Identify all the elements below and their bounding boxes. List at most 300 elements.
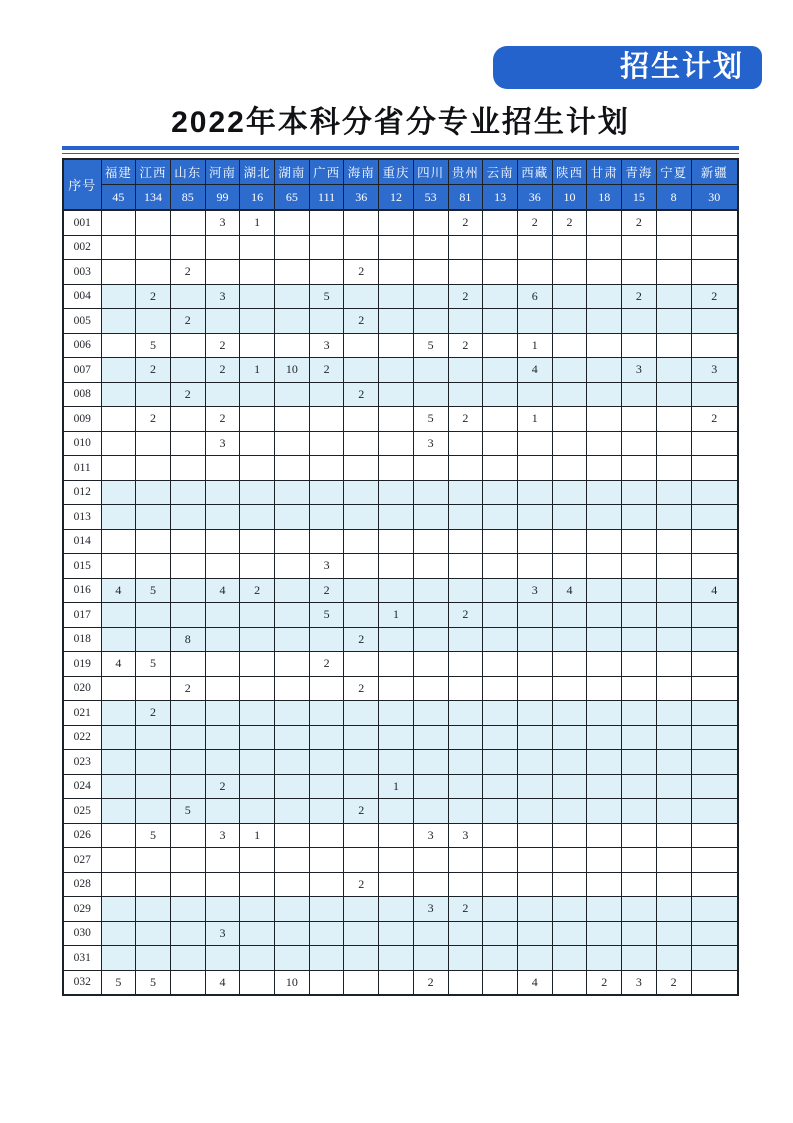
plan-value-cell: [587, 897, 622, 922]
plan-value-cell: [240, 333, 275, 358]
plan-value-cell: [691, 505, 738, 530]
plan-value-cell: [622, 456, 657, 481]
plan-value-cell: [170, 872, 205, 897]
plan-value-cell: [101, 309, 136, 334]
plan-value-cell: [448, 235, 483, 260]
plan-value-cell: [101, 431, 136, 456]
plan-value-cell: [622, 676, 657, 701]
plan-value-cell: [656, 872, 691, 897]
plan-value-cell: [622, 750, 657, 775]
row-id-cell: 016: [63, 578, 101, 603]
plan-value-cell: [309, 529, 344, 554]
page-title: 2022年本科分省分专业招生计划: [171, 106, 630, 139]
plan-value-cell: [205, 701, 240, 726]
plan-value-cell: [587, 529, 622, 554]
plan-value-cell: 3: [205, 431, 240, 456]
plan-value-cell: [170, 921, 205, 946]
plan-value-cell: [309, 431, 344, 456]
plan-value-cell: [552, 946, 587, 971]
plan-value-cell: [136, 480, 171, 505]
plan-value-cell: [205, 725, 240, 750]
plan-value-cell: [309, 921, 344, 946]
province-total: 111: [309, 185, 344, 211]
plan-value-cell: [309, 407, 344, 432]
plan-value-cell: [448, 456, 483, 481]
plan-value-cell: [275, 456, 310, 481]
province-total: 81: [448, 185, 483, 211]
table-row: [63, 823, 738, 848]
plan-value-cell: 2: [205, 333, 240, 358]
plan-value-cell: [413, 921, 448, 946]
row-id-cell: 029: [63, 897, 101, 922]
plan-value-cell: [517, 260, 552, 285]
plan-value-cell: 2: [309, 652, 344, 677]
plan-value-cell: [240, 456, 275, 481]
plan-value-cell: [101, 946, 136, 971]
plan-value-cell: [379, 676, 414, 701]
plan-value-cell: [309, 480, 344, 505]
plan-value-cell: [656, 848, 691, 873]
plan-value-cell: [483, 480, 518, 505]
plan-value-cell: [170, 505, 205, 530]
plan-value-cell: [622, 725, 657, 750]
plan-value-cell: [136, 799, 171, 824]
plan-value-cell: [344, 603, 379, 628]
plan-value-cell: [656, 676, 691, 701]
plan-value-cell: [691, 210, 738, 235]
plan-value-cell: 5: [413, 407, 448, 432]
plan-value-cell: [552, 382, 587, 407]
plan-value-cell: 2: [344, 676, 379, 701]
plan-value-cell: [448, 652, 483, 677]
plan-value-cell: [136, 260, 171, 285]
plan-value-cell: [483, 235, 518, 260]
plan-value-cell: [622, 823, 657, 848]
plan-value-cell: [275, 554, 310, 579]
plan-value-cell: [379, 750, 414, 775]
plan-value-cell: [413, 578, 448, 603]
province-total: 134: [136, 185, 171, 211]
plan-value-cell: 2: [170, 676, 205, 701]
plan-value-cell: [622, 235, 657, 260]
plan-value-cell: 3: [309, 554, 344, 579]
plan-value-cell: [587, 921, 622, 946]
plan-value-cell: [448, 260, 483, 285]
plan-value-cell: [656, 456, 691, 481]
plan-value-cell: [170, 333, 205, 358]
plan-value-cell: [448, 627, 483, 652]
plan-value-cell: [101, 774, 136, 799]
plan-value-cell: [275, 407, 310, 432]
plan-value-cell: [379, 407, 414, 432]
plan-value-cell: [622, 652, 657, 677]
plan-value-cell: [587, 235, 622, 260]
plan-value-cell: 10: [275, 970, 310, 995]
plan-value-cell: [240, 921, 275, 946]
plan-value-cell: [136, 774, 171, 799]
plan-value-cell: [552, 358, 587, 383]
province-total: 30: [691, 185, 738, 211]
plan-value-cell: 4: [552, 578, 587, 603]
plan-value-cell: 1: [379, 774, 414, 799]
plan-value-cell: [344, 456, 379, 481]
plan-value-cell: 2: [622, 284, 657, 309]
plan-value-cell: [691, 554, 738, 579]
table-row: [63, 897, 738, 922]
plan-value-cell: [344, 407, 379, 432]
plan-value-cell: [275, 946, 310, 971]
plan-value-cell: [483, 750, 518, 775]
plan-value-cell: [101, 382, 136, 407]
plan-value-cell: [483, 970, 518, 995]
plan-value-cell: [448, 725, 483, 750]
plan-value-cell: [379, 333, 414, 358]
table-row: [63, 284, 738, 309]
plan-value-cell: [552, 848, 587, 873]
plan-value-cell: [379, 480, 414, 505]
plan-value-cell: 2: [344, 309, 379, 334]
plan-value-cell: [101, 725, 136, 750]
plan-value-cell: [622, 774, 657, 799]
plan-value-cell: [483, 529, 518, 554]
plan-value-cell: [379, 921, 414, 946]
table-row: [63, 358, 738, 383]
table-row: [63, 210, 738, 235]
plan-value-cell: [275, 701, 310, 726]
plan-value-cell: [275, 260, 310, 285]
plan-value-cell: [170, 750, 205, 775]
plan-value-cell: 5: [309, 603, 344, 628]
plan-value-cell: [205, 529, 240, 554]
plan-value-cell: [205, 627, 240, 652]
plan-value-cell: [275, 431, 310, 456]
plan-value-cell: [309, 456, 344, 481]
plan-value-cell: [240, 382, 275, 407]
plan-value-cell: [379, 210, 414, 235]
plan-value-cell: [136, 603, 171, 628]
plan-value-cell: [136, 676, 171, 701]
plan-value-cell: [275, 333, 310, 358]
plan-value-cell: 1: [517, 333, 552, 358]
table-row: [63, 309, 738, 334]
plan-value-cell: [240, 309, 275, 334]
plan-value-cell: 3: [205, 210, 240, 235]
plan-value-cell: [587, 407, 622, 432]
plan-value-cell: [275, 897, 310, 922]
plan-value-cell: [275, 848, 310, 873]
plan-value-cell: [101, 627, 136, 652]
plan-value-cell: [136, 946, 171, 971]
table-row: [63, 505, 738, 530]
plan-value-cell: [379, 260, 414, 285]
plan-value-cell: [448, 505, 483, 530]
plan-value-cell: [656, 946, 691, 971]
row-id-cell: 012: [63, 480, 101, 505]
plan-value-cell: [170, 407, 205, 432]
plan-value-cell: [517, 701, 552, 726]
plan-value-cell: [379, 848, 414, 873]
table-row: [63, 554, 738, 579]
plan-value-cell: [170, 774, 205, 799]
plan-value-cell: [275, 750, 310, 775]
row-id-cell: 027: [63, 848, 101, 873]
plan-value-cell: [587, 431, 622, 456]
plan-value-cell: [240, 603, 275, 628]
plan-value-cell: [344, 897, 379, 922]
plan-value-cell: [240, 284, 275, 309]
plan-value-cell: [691, 774, 738, 799]
table-row: [63, 970, 738, 995]
plan-value-cell: [413, 627, 448, 652]
province-total: 10: [552, 185, 587, 211]
plan-value-cell: [517, 652, 552, 677]
plan-value-cell: [656, 235, 691, 260]
plan-value-cell: [517, 946, 552, 971]
plan-value-cell: [622, 529, 657, 554]
plan-value-cell: [240, 750, 275, 775]
table-row: [63, 799, 738, 824]
plan-value-cell: [656, 505, 691, 530]
plan-value-cell: [309, 309, 344, 334]
table-row: [63, 652, 738, 677]
table-row: [63, 578, 738, 603]
plan-value-cell: [691, 456, 738, 481]
plan-value-cell: [552, 701, 587, 726]
plan-value-cell: 2: [344, 627, 379, 652]
plan-value-cell: [344, 701, 379, 726]
row-id-cell: 004: [63, 284, 101, 309]
plan-value-cell: [170, 431, 205, 456]
plan-value-cell: [587, 578, 622, 603]
plan-value-cell: [170, 529, 205, 554]
plan-value-cell: [691, 701, 738, 726]
plan-value-cell: [205, 946, 240, 971]
plan-value-cell: 3: [413, 431, 448, 456]
plan-value-cell: 2: [136, 701, 171, 726]
plan-value-cell: 5: [101, 970, 136, 995]
plan-value-cell: 2: [170, 382, 205, 407]
plan-value-cell: 2: [205, 358, 240, 383]
province-total: 36: [517, 185, 552, 211]
plan-value-cell: [379, 431, 414, 456]
plan-value-cell: [587, 210, 622, 235]
plan-value-cell: 5: [136, 970, 171, 995]
plan-value-cell: [587, 284, 622, 309]
plan-value-cell: [691, 848, 738, 873]
plan-value-cell: [101, 897, 136, 922]
plan-value-cell: [483, 946, 518, 971]
plan-value-cell: 2: [309, 578, 344, 603]
plan-value-cell: [448, 480, 483, 505]
plan-value-cell: [101, 529, 136, 554]
plan-value-cell: 6: [517, 284, 552, 309]
table-header: [63, 159, 738, 210]
plan-value-cell: [587, 480, 622, 505]
plan-value-cell: 3: [622, 970, 657, 995]
plan-value-cell: [483, 652, 518, 677]
plan-value-cell: [622, 431, 657, 456]
plan-value-cell: 4: [101, 578, 136, 603]
plan-value-cell: [691, 970, 738, 995]
plan-value-cell: [552, 431, 587, 456]
plan-value-cell: [170, 554, 205, 579]
table-row: [63, 529, 738, 554]
plan-value-cell: [483, 456, 518, 481]
plan-value-cell: [517, 529, 552, 554]
plan-value-cell: [413, 603, 448, 628]
plan-value-cell: [656, 725, 691, 750]
plan-value-cell: [587, 309, 622, 334]
plan-value-cell: [448, 750, 483, 775]
province-header: 河南: [205, 159, 240, 185]
plan-value-cell: [413, 554, 448, 579]
plan-value-cell: [691, 627, 738, 652]
plan-value-cell: 4: [205, 970, 240, 995]
plan-value-cell: [413, 505, 448, 530]
plan-value-cell: 2: [656, 970, 691, 995]
plan-value-cell: [483, 872, 518, 897]
plan-value-cell: [309, 382, 344, 407]
plan-value-cell: [656, 701, 691, 726]
plan-value-cell: [622, 946, 657, 971]
plan-value-cell: 2: [205, 407, 240, 432]
plan-value-cell: [656, 554, 691, 579]
table-row: [63, 848, 738, 873]
plan-value-cell: [552, 235, 587, 260]
plan-value-cell: [691, 897, 738, 922]
table-row: [63, 921, 738, 946]
plan-value-cell: [275, 505, 310, 530]
province-total: 53: [413, 185, 448, 211]
row-id-cell: 001: [63, 210, 101, 235]
plan-value-cell: [101, 260, 136, 285]
plan-value-cell: [691, 309, 738, 334]
plan-value-cell: [656, 431, 691, 456]
plan-value-cell: 3: [205, 823, 240, 848]
province-total: 18: [587, 185, 622, 211]
plan-value-cell: [309, 235, 344, 260]
plan-value-cell: [240, 431, 275, 456]
plan-value-cell: [552, 872, 587, 897]
plan-value-cell: [448, 431, 483, 456]
plan-value-cell: [587, 333, 622, 358]
corner-badge: [493, 46, 762, 89]
plan-value-cell: [240, 946, 275, 971]
plan-value-cell: [101, 701, 136, 726]
plan-value-cell: [136, 210, 171, 235]
plan-value-cell: [448, 529, 483, 554]
plan-value-cell: [344, 921, 379, 946]
province-header: 西藏: [517, 159, 552, 185]
plan-value-cell: [379, 309, 414, 334]
plan-value-cell: [691, 480, 738, 505]
plan-value-cell: [656, 284, 691, 309]
plan-value-cell: [483, 774, 518, 799]
plan-value-cell: [656, 627, 691, 652]
plan-value-cell: [691, 603, 738, 628]
plan-value-cell: [136, 848, 171, 873]
plan-value-cell: [101, 676, 136, 701]
plan-value-cell: [170, 970, 205, 995]
row-id-cell: 023: [63, 750, 101, 775]
plan-value-cell: [379, 652, 414, 677]
plan-value-cell: [552, 823, 587, 848]
plan-value-cell: [275, 823, 310, 848]
plan-value-cell: [552, 970, 587, 995]
plan-value-cell: [448, 578, 483, 603]
plan-value-cell: [448, 382, 483, 407]
plan-value-cell: [448, 358, 483, 383]
province-header: 云南: [483, 159, 518, 185]
plan-value-cell: [205, 505, 240, 530]
row-id-cell: 020: [63, 676, 101, 701]
table-row: [63, 774, 738, 799]
plan-value-cell: [413, 872, 448, 897]
plan-value-cell: [379, 799, 414, 824]
plan-value-cell: [483, 921, 518, 946]
plan-value-cell: [136, 872, 171, 897]
plan-value-cell: [517, 382, 552, 407]
plan-value-cell: 4: [691, 578, 738, 603]
plan-value-cell: [691, 676, 738, 701]
plan-value-cell: 2: [136, 407, 171, 432]
plan-value-cell: 2: [622, 210, 657, 235]
plan-value-cell: [170, 358, 205, 383]
plan-value-cell: [344, 578, 379, 603]
plan-value-cell: [622, 505, 657, 530]
plan-value-cell: [344, 725, 379, 750]
plan-value-cell: [483, 578, 518, 603]
plan-value-cell: [656, 799, 691, 824]
plan-value-cell: [622, 333, 657, 358]
plan-value-cell: [483, 897, 518, 922]
plan-value-cell: [587, 725, 622, 750]
plan-value-cell: [483, 260, 518, 285]
plan-value-cell: [344, 946, 379, 971]
plan-value-cell: [691, 235, 738, 260]
plan-value-cell: [379, 358, 414, 383]
table-row: [63, 603, 738, 628]
province-header: 海南: [344, 159, 379, 185]
plan-value-cell: [205, 309, 240, 334]
plan-value-cell: [587, 750, 622, 775]
row-id-cell: 030: [63, 921, 101, 946]
plan-value-cell: [344, 333, 379, 358]
plan-value-cell: [170, 946, 205, 971]
plan-value-cell: [517, 627, 552, 652]
row-id-cell: 028: [63, 872, 101, 897]
plan-value-cell: [309, 676, 344, 701]
province-header: 宁夏: [656, 159, 691, 185]
table-row: [63, 725, 738, 750]
plan-value-cell: [552, 554, 587, 579]
plan-value-cell: [483, 407, 518, 432]
plan-value-cell: [379, 823, 414, 848]
plan-value-cell: [101, 358, 136, 383]
plan-value-cell: [344, 210, 379, 235]
plan-value-cell: [136, 505, 171, 530]
plan-value-cell: [691, 725, 738, 750]
province-header: 贵州: [448, 159, 483, 185]
plan-value-cell: 5: [136, 578, 171, 603]
plan-value-cell: [691, 823, 738, 848]
plan-value-cell: [622, 627, 657, 652]
plan-value-cell: [309, 210, 344, 235]
plan-value-cell: [379, 701, 414, 726]
province-header: 江西: [136, 159, 171, 185]
plan-value-cell: [622, 799, 657, 824]
plan-value-cell: 2: [170, 260, 205, 285]
